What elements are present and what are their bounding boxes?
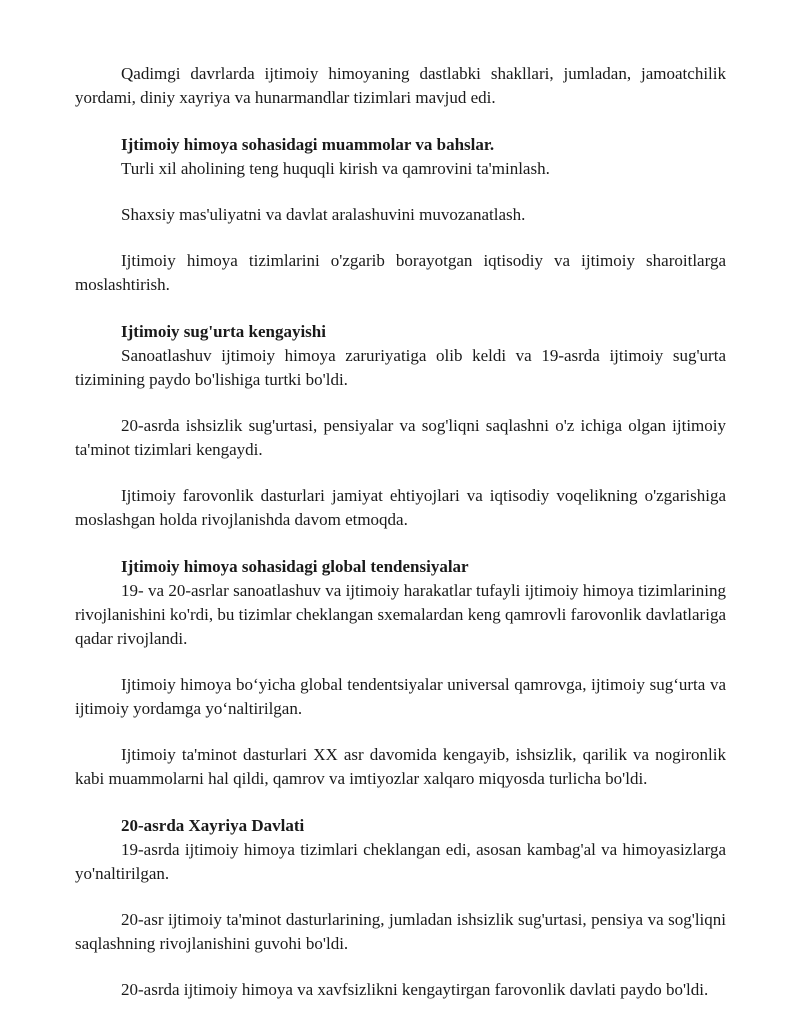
paragraph-ancient-forms: Qadimgi davrlarda ijtimoiy himoyaning dastlabki shakllari, jumladan, jamoatchilik yordami, diniy xayriya va hunarmandlar tizimlari mavjud edi.: [75, 64, 726, 107]
heading-welfare-state: 20-asrda Xayriya Davlati: [121, 816, 305, 835]
paragraph-industrialization: Sanoatlashuv ijtimoiy himoya zaruriyatiga olib keldi va 19-asrda ijtimoiy sug'urta tizimining paydo bo'lishiga turtki bo'ldi.: [75, 346, 726, 389]
paragraph-20th-century-expansion: 20-asrda ishsizlik sug'urtasi, pensiyalar va sog'liqni saqlashni o'z ichiga olgan ijtimoiy ta'minot tizimlari kengaydi.: [75, 416, 726, 459]
paragraph-balance-responsibility: Shaxsiy mas'uliyatni va davlat aralashuvini muvozanatlash.: [121, 205, 526, 224]
heading-global-trends: Ijtimoiy himoya sohasidagi global tendensiyalar: [121, 557, 469, 576]
paragraph-social-security-programs: Ijtimoiy ta'minot dasturlari XX asr davomida kengayib, ishsizlik, qarilik va nogironlik kabi muammolarni hal qildi, qamrov va imtiyozlar xalqaro miqyosda turlicha bo'ldi.: [75, 745, 726, 788]
paragraph-19th-century-limited: 19-asrda ijtimoiy himoya tizimlari cheklangan edi, asosan kambag'al va himoyasizlarga yo'naltirilgan.: [75, 840, 726, 883]
paragraph-19-20-centuries: 19- va 20-asrlar sanoatlashuv va ijtimoiy harakatlar tufayli ijtimoiy himoya tizimlarining rivojlanishini ko'rdi, bu tizimlar cheklangan sxemalardan keng qamrovli farovonlik davlatlariga qadar rivojlandi.: [75, 581, 726, 648]
paragraph-equal-access: Turli xil aholining teng huquqli kirish va qamrovini ta'minlash.: [121, 159, 550, 178]
paragraph-welfare-programs: Ijtimoiy farovonlik dasturlari jamiyat ehtiyojlari va iqtisodiy voqelikning o'zgarishiga moslashgan holda rivojlanishda davom etmoqda.: [75, 486, 726, 529]
document-page: [75, 0, 726, 1002]
paragraph-universal-coverage: Ijtimoiy himoya bo‘yicha global tendentsiyalar universal qamrovga, ijtimoiy sug‘urta va ijtimoiy yordamga yo‘naltirilgan.: [75, 675, 726, 718]
paragraph-20th-century-programs: 20-asr ijtimoiy ta'minot dasturlarining, jumladan ishsizlik sug'urtasi, pensiya va sog'liqni saqlashning rivojlanishini guvohi bo'ldi.: [75, 910, 726, 953]
heading-problems-debates: Ijtimoiy himoya sohasidagi muammolar va bahslar.: [121, 135, 495, 154]
heading-insurance-expansion: Ijtimoiy sug'urta kengayishi: [121, 322, 326, 341]
paragraph-welfare-state-emergence: 20-asrda ijtimoiy himoya va xavfsizlikni kengaytirgan farovonlik davlati paydo bo'ldi.: [121, 980, 709, 999]
paragraph-adapt-systems: Ijtimoiy himoya tizimlarini o'zgarib borayotgan iqtisodiy va ijtimoiy sharoitlarga moslashtirish.: [75, 251, 726, 294]
